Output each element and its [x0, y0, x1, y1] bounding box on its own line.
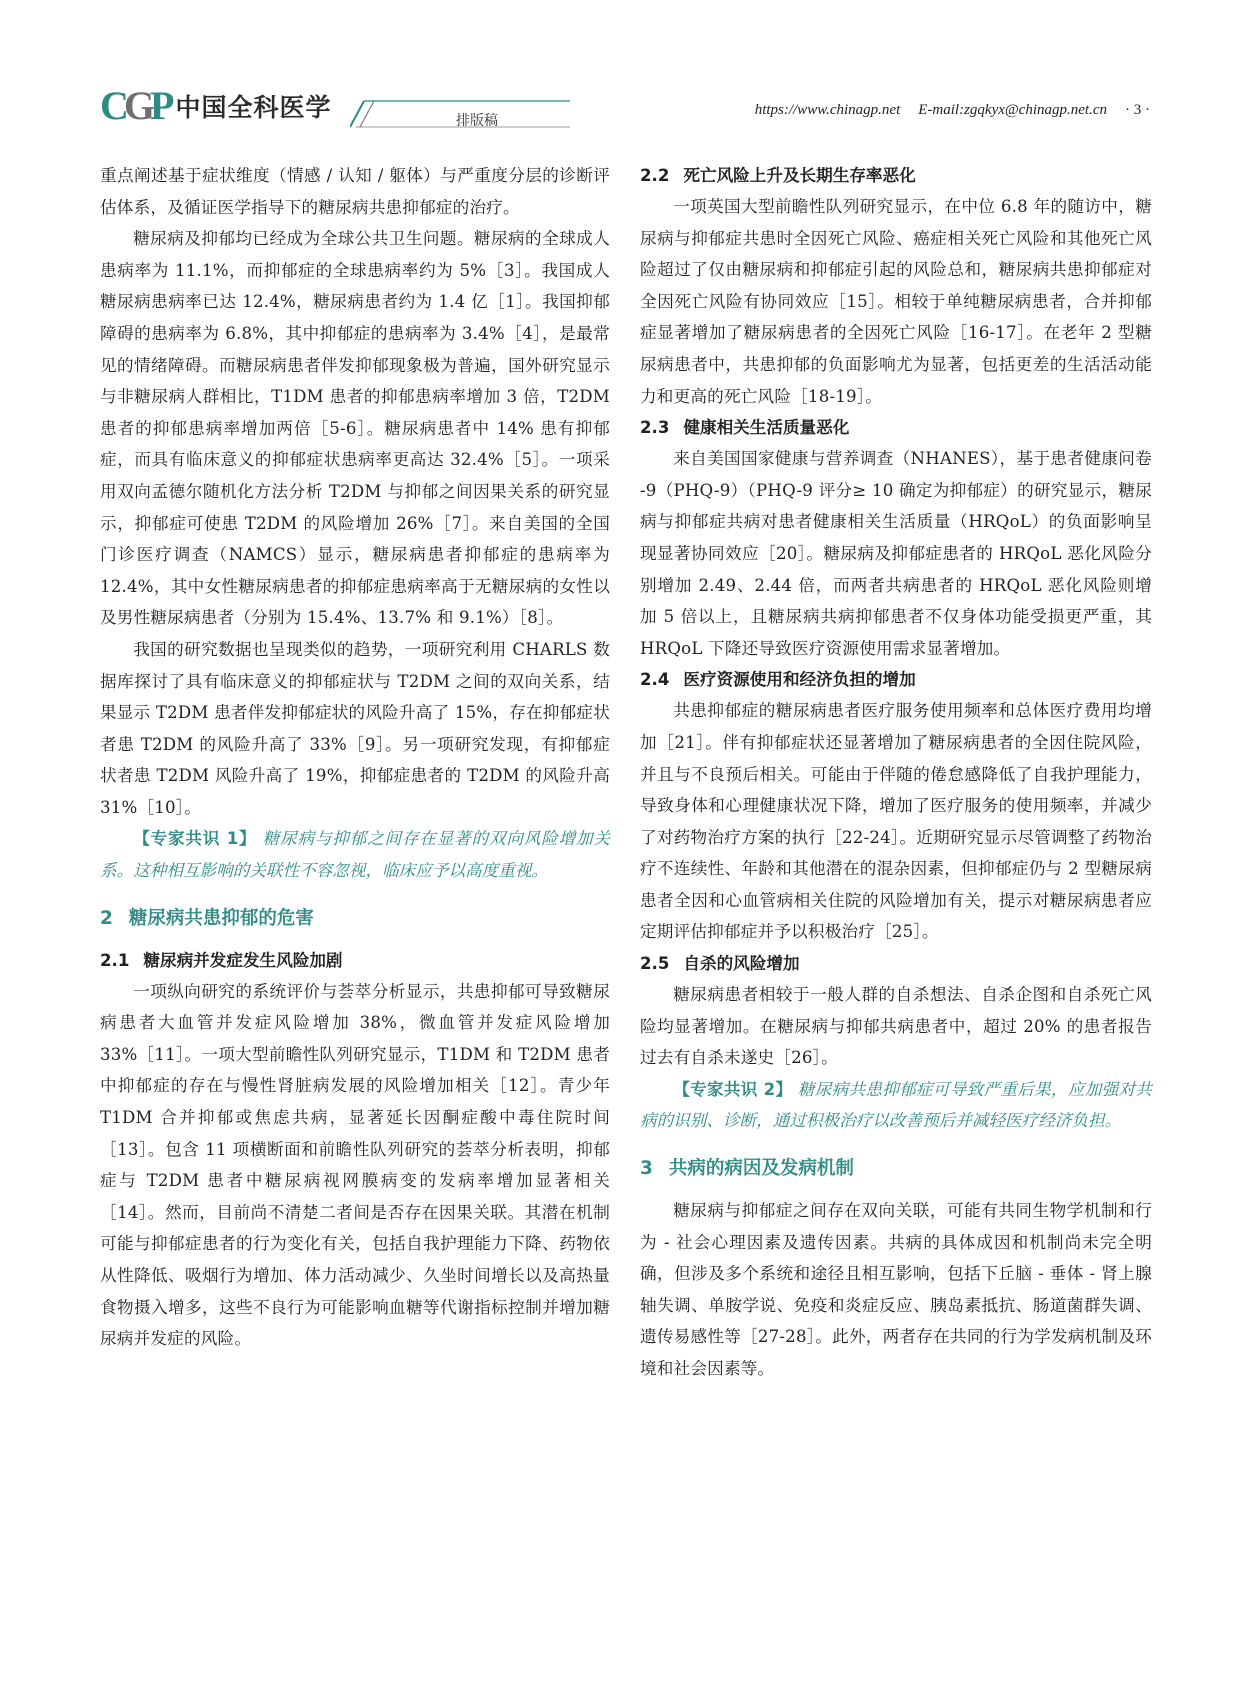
paragraph-prevalence: 糖尿病及抑郁均已经成为全球公共卫生问题。糖尿病的全球成人患病率为 11.1%，而抑郁症的全球患病率约为 5%［3］。我国成人糖尿病患病率已达 12.4%，糖尿病患者约为 1.4 亿［1］。我国抑郁障碍的患病率为 6.8%，其中抑郁症的患病率为 3.4%［4］，是最常见的情绪障碍。而糖尿病患者伴发抑郁现象极为普遍，国外研究显示与非糖尿病人群相比，T1DM 患者的抑郁患病率增加 3 倍，T2DM 患者的抑郁患病率增加两倍［5-6］。糖尿病患者中 14% 患有抑郁症，而具有临床意义的抑郁症状患病率更高达 32.4%［5］。一项采用双向孟德尔随机化方法分析 T2DM 与抑郁之间因果关系的研究显示，抑郁症可使患 T2DM 的风险增加 26%［7］。来自美国的全国门诊医疗调查（NAMCS）显示，糖尿病患者抑郁症的患病率为 12.4%，其中女性糖尿病患者的抑郁症患病率高于无糖尿病的女性以及男性糖尿病患者（分别为 15.4%、13.7% 和 9.1%）［8］。 [100, 229, 610, 628]
paragraph-hrqol: 来自美国国家健康与营养调查（NHANES），基于患者健康问卷 -9（PHQ-9）（PHQ-9 评分≥ 10 确定为抑郁症）的研究显示，糖尿病与抑郁症共病对患者健康相关生活质量（HRQoL）的负面影响呈现显著协同效应［20］。糖尿病及抑郁症患者的 HRQoL 恶化风险分别增加 2.49、2.44 倍，而两者共病患者的 HRQoL 恶化风险则增加 5 倍以上，且糖尿病共病抑郁患者不仅身体功能受损更严重，其 HRQoL 下降还导致医疗资源使用需求显著增加。 [640, 449, 1152, 658]
page-number: · 3 · [1125, 102, 1150, 118]
logo-text: 中国全科医学 [175, 93, 332, 122]
consensus-label: 【专家共识 2】 [673, 1079, 793, 1099]
right-column [640, 160, 1152, 1385]
journal-logo [100, 83, 332, 128]
draft-tag: 排版稿 [456, 113, 498, 129]
left-column [100, 160, 610, 1355]
paragraph-china-data: 我国的研究数据也呈现类似的趋势，一项研究利用 CHARLS 数据库探讨了具有临床意义的抑郁症状与 T2DM 之间的双向关系，结果显示 T2DM 患者伴发抑郁症状的风险升高了 15%，存在抑郁症状者患 T2DM 的风险升高了 33%［9］。另一项研究发现，有抑郁症状者患 T2DM 风险升高了 19%，抑郁症患者的 T2DM 的风险升高 31%［10］。 [100, 639, 610, 817]
page-header [100, 84, 1150, 134]
paragraph-complications: 一项纵向研究的系统评价与荟萃分析显示，共患抑郁可导致糖尿病患者大血管并发症风险增加 38%，微血管并发症风险增加 33%［11］。一项大型前瞻性队列研究显示，T1DM 和 T2DM 患者中抑郁症的存在与慢性肾脏病发展的风险增加相关［12］。青少年 T1DM 合并抑郁或焦虑共病，显著延长因酮症酸中毒住院时间［13］。包含 11 项横断面和前瞻性队列研究的荟萃分析表明，抑郁症与 T2DM 患者中糖尿病视网膜病变的发病率增加显著相关［14］。然而，目前尚不清楚二者间是否存在因果关联。其潜在机制可能与抑郁症患者的行为变化有关，包括自我护理能力下降、药物依从性降低、吸烟行为增加、体力活动减少、久坐时间增长以及高热量食物摄入增多，这些不良行为可能影响血糖等代谢指标控制并增加糖尿病并发症的风险。 [100, 981, 610, 1349]
expert-consensus-1 [100, 823, 610, 886]
paragraph-mortality: 一项英国大型前瞻性队列研究显示，在中位 6.8 年的随访中，糖尿病与抑郁症共患时全因死亡风险、癌症相关死亡风险和其他死亡风险超过了仅由糖尿病和抑郁症引起的风险总和，糖尿病共患抑郁症对全因死亡风险有协同效应［15］。相较于单纯糖尿病患者，合并抑郁症显著增加了糖尿病患者的全因死亡风险［16-17］。在老年 2 型糖尿病患者中，共患抑郁的负面影响尤为显著，包括更差的生活活动能力和更高的死亡风险［18-19］。 [640, 197, 1152, 406]
header-contact [755, 102, 1150, 119]
subsection-heading-2-2: 2.2 死亡风险上升及长期生存率恶化 [640, 166, 916, 185]
paragraph-intro-end: 重点阐述基于症状维度（情感 / 认知 / 躯体）与严重度分层的诊断评估体系，及循证医学指导下的糖尿病共患抑郁症的治疗。 [100, 166, 610, 217]
section-heading-3: 3 共病的病因及发病机制 [640, 1158, 854, 1180]
subsection-heading-2-5: 2.5 自杀的风险增加 [640, 954, 800, 974]
subsection-heading-2-3: 2.3 健康相关生活质量恶化 [640, 418, 850, 438]
expert-consensus-2 [640, 1074, 1152, 1137]
journal-email: E-mail:zgqkyx@chinagp.net.cn [918, 102, 1107, 118]
consensus-text: 糖尿病与抑郁之间存在显著的双向风险增加关系。这种相互影响的关联性不容忽视，临床应予以高度重视。 [100, 829, 610, 881]
consensus-label: 【专家共识 1】 [133, 829, 257, 849]
logo-mark: CGP [100, 83, 170, 128]
paragraph-suicide: 糖尿病患者相较于一般人群的自杀想法、自杀企图和自杀死亡风险均显著增加。在糖尿病与抑郁共病患者中，超过 20% 的患者报告过去有自杀未遂史［26］。 [640, 985, 1152, 1068]
subsection-heading-2-4: 2.4 医疗资源使用和经济负担的增加 [640, 670, 916, 690]
subsection-heading-2-1: 2.1 糖尿病并发症发生风险加剧 [100, 950, 343, 970]
consensus-text: 糖尿病共患抑郁症可导致严重后果，应加强对共病的识别、诊断，通过积极治疗以改善预后并减轻医疗经济负担。 [640, 1079, 1152, 1131]
journal-url: https://www.chinagp.net [754, 102, 901, 118]
section-heading-2: 2 糖尿病共患抑郁的危害 [100, 907, 314, 929]
paragraph-mechanism: 糖尿病与抑郁症之间存在双向关联，可能有共同生物学机制和行为 - 社会心理因素及遗传因素。共病的具体成因和机制尚未完全明确，但涉及多个系统和途径且相互影响，包括下丘脑 - 垂体 - 肾上腺轴失调、单胺学说、免疫和炎症反应、胰岛素抵抗、肠道菌群失调、遗传易感性等［27-28］。此外，两者存在共同的行为学发病机制及环境和社会因素等。 [640, 1201, 1152, 1378]
paragraph-healthcare-cost: 共患抑郁症的糖尿病患者医疗服务使用频率和总体医疗费用均增加［21］。伴有抑郁症状还显著增加了糖尿病患者的全因住院风险，并且与不良预后相关。可能由于伴随的倦怠感降低了自我护理能力，导致身体和心理健康状况下降，增加了医疗服务的使用频率，并减少了对药物治疗方案的执行［22-24］。近期研究显示尽管调整了药物治疗不连续性、年龄和其他潜在的混杂因素，但抑郁症仍与 2 型糖尿病患者全因和心血管病相关住院的风险增加有关，提示对糖尿病患者应定期评估抑郁症并予以积极治疗［25］。 [640, 701, 1152, 942]
